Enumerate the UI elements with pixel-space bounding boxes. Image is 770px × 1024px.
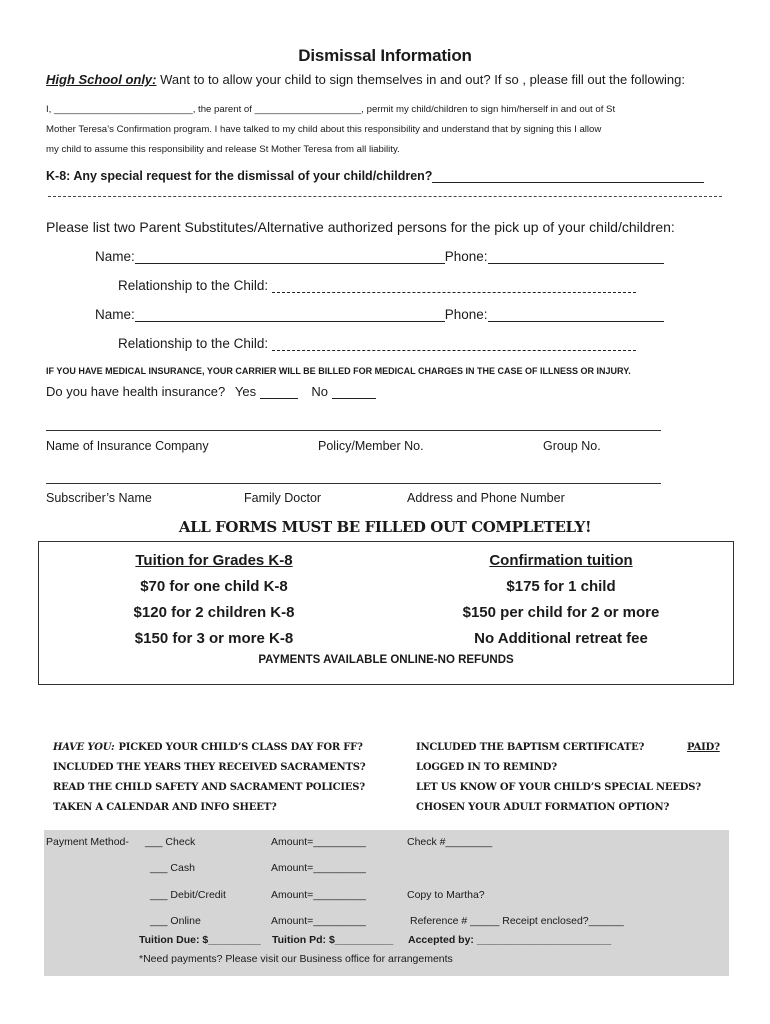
address-phone-label: Address and Phone Number [407,491,565,505]
health-insurance-row [46,384,376,399]
consent-line-1: I, __________________________, the parent of ____________________, permit my child/children to sign him/herself in and out of St [46,104,616,115]
checklist-item: LOGGED IN TO REMIND? [416,762,557,773]
accepted-by-field[interactable]: Accepted by: _______________________ [408,934,612,946]
insurance-company-label: Name of Insurance Company [46,439,209,453]
confirmation-tuition-heading: Confirmation tuition [489,552,633,569]
have-you-label: HAVE YOU: [53,742,115,753]
family-doctor-label: Family Doctor [244,491,322,505]
grades-tuition-item: $120 for 2 children K-8 [133,604,295,621]
checklist-right [416,738,701,818]
amount-field[interactable]: Amount=_________ [271,862,366,874]
policy-number-label: Policy/Member No. [318,439,424,453]
substitute-2-relationship-field[interactable] [272,336,636,351]
copy-to-martha-label: Copy to Martha? [407,889,485,901]
checklist-item: LET US KNOW OF YOUR CHILD’S SPECIAL NEEDS? [416,782,701,793]
high-school-question: Want to to allow your child to sign themselves in and out? If so , please fill out the following: [160,72,685,87]
amount-field[interactable]: Amount=_________ [271,915,366,927]
debit-credit-option[interactable]: ___ Debit/Credit [150,889,226,901]
no-label: No [311,384,328,399]
substitute-2-relationship-row [118,336,636,351]
checklist-item [53,738,365,758]
k8-request-label: K-8: Any special request for the dismissal of your child/children? [46,169,433,183]
insurance-line-2[interactable] [46,483,661,484]
phone-label: Phone: [444,307,488,322]
high-school-label: High School only: [46,72,157,87]
amount-field[interactable]: Amount=_________ [271,836,366,848]
grades-tuition-item: $150 for 3 or more K-8 [134,630,294,647]
grades-tuition-column [109,548,319,652]
grades-tuition-heading: Tuition for Grades K-8 [135,552,293,569]
subscriber-name-label: Subscriber’s Name [46,491,152,505]
confirmation-tuition-item: No Additional retreat fee [474,630,648,647]
name-label: Name: [95,307,135,322]
page-title: Dismissal Information [298,46,472,65]
k8-request-field[interactable] [432,168,704,183]
check-option[interactable]: ___ Check [145,836,196,848]
substitute-1-relationship-row [118,278,636,293]
checklist-item-text: PICKED YOUR CHILD’S CLASS DAY FOR FF? [118,742,363,753]
relationship-label: Relationship to the Child: [118,278,269,293]
consent-line-3: my child to assume this responsibility and release St Mother Teresa from all liability. [46,144,400,155]
checklist-left [53,738,365,818]
checklist-item: INCLUDED THE BAPTISM CERTIFICATE? [416,742,645,753]
consent-paragraph [46,100,736,160]
cash-option[interactable]: ___ Cash [150,862,195,874]
checklist-item: TAKEN A CALENDAR AND INFO SHEET? [53,802,277,813]
substitute-2-name-row [95,307,664,322]
checklist-item: READ THE CHILD SAFETY AND SACRAMENT POLICIES? [53,782,365,793]
tuition-paid-field[interactable]: Tuition Pd: $__________ [272,934,394,946]
substitute-2-phone-field[interactable] [488,307,664,322]
tuition-box [38,541,734,685]
paid-label: PAID? [687,742,720,753]
group-number-label: Group No. [543,439,601,453]
tuition-due-field[interactable]: Tuition Due: $_________ [139,934,261,946]
phone-label: Phone: [444,249,488,264]
substitutes-prompt: Please list two Parent Substitutes/Alternative authorized persons for the pick up of your child/children: [46,219,675,235]
checklist-item: INCLUDED THE YEARS THEY RECEIVED SACRAMENTS? [53,762,366,773]
check-number-field[interactable]: Check #________ [407,836,493,848]
substitute-1-name-field[interactable] [135,249,445,264]
confirmation-tuition-column [441,548,681,652]
high-school-section [46,72,685,87]
insurance-notice: IF YOU HAVE MEDICAL INSURANCE, YOUR CARRIER WILL BE BILLED FOR MEDICAL CHARGES IN THE CASE OF ILLNESS OR INJURY. [46,366,631,376]
checklist-item: CHOSEN YOUR ADULT FORMATION OPTION? [416,802,670,813]
need-payments-note: *Need payments? Please visit our Business office for arrangements [139,953,453,965]
grades-tuition-item: $70 for one child K-8 [140,578,288,595]
substitute-1-phone-field[interactable] [488,249,664,264]
payment-method-label: Payment Method- [46,836,129,848]
name-label: Name: [95,249,135,264]
online-option[interactable]: ___ Online [150,915,201,927]
health-insurance-question: Do you have health insurance? [46,384,226,399]
no-field[interactable] [332,384,376,399]
relationship-label: Relationship to the Child: [118,336,269,351]
k8-request-row [46,168,704,183]
yes-label: Yes [234,384,257,399]
substitute-2-name-field[interactable] [135,307,445,322]
substitute-1-relationship-field[interactable] [272,278,636,293]
confirmation-tuition-item: $150 per child for 2 or more [462,604,660,621]
insurance-line-1[interactable] [46,430,661,431]
substitute-1-name-row [95,249,664,264]
amount-field[interactable]: Amount=_________ [271,889,366,901]
reference-receipt-field[interactable]: Reference # _____ Receipt enclosed?______ [410,915,624,927]
payments-note: PAYMENTS AVAILABLE ONLINE-NO REFUNDS [258,654,514,666]
k8-request-line[interactable] [48,196,722,197]
consent-line-2: Mother Teresa’s Confirmation program. I have talked to my child about this responsibility and understand that by signing this I allow [46,124,602,135]
confirmation-tuition-item: $175 for 1 child [506,578,616,595]
all-forms-heading: ALL FORMS MUST BE FILLED OUT COMPLETELY! [178,518,592,536]
yes-field[interactable] [260,384,298,399]
